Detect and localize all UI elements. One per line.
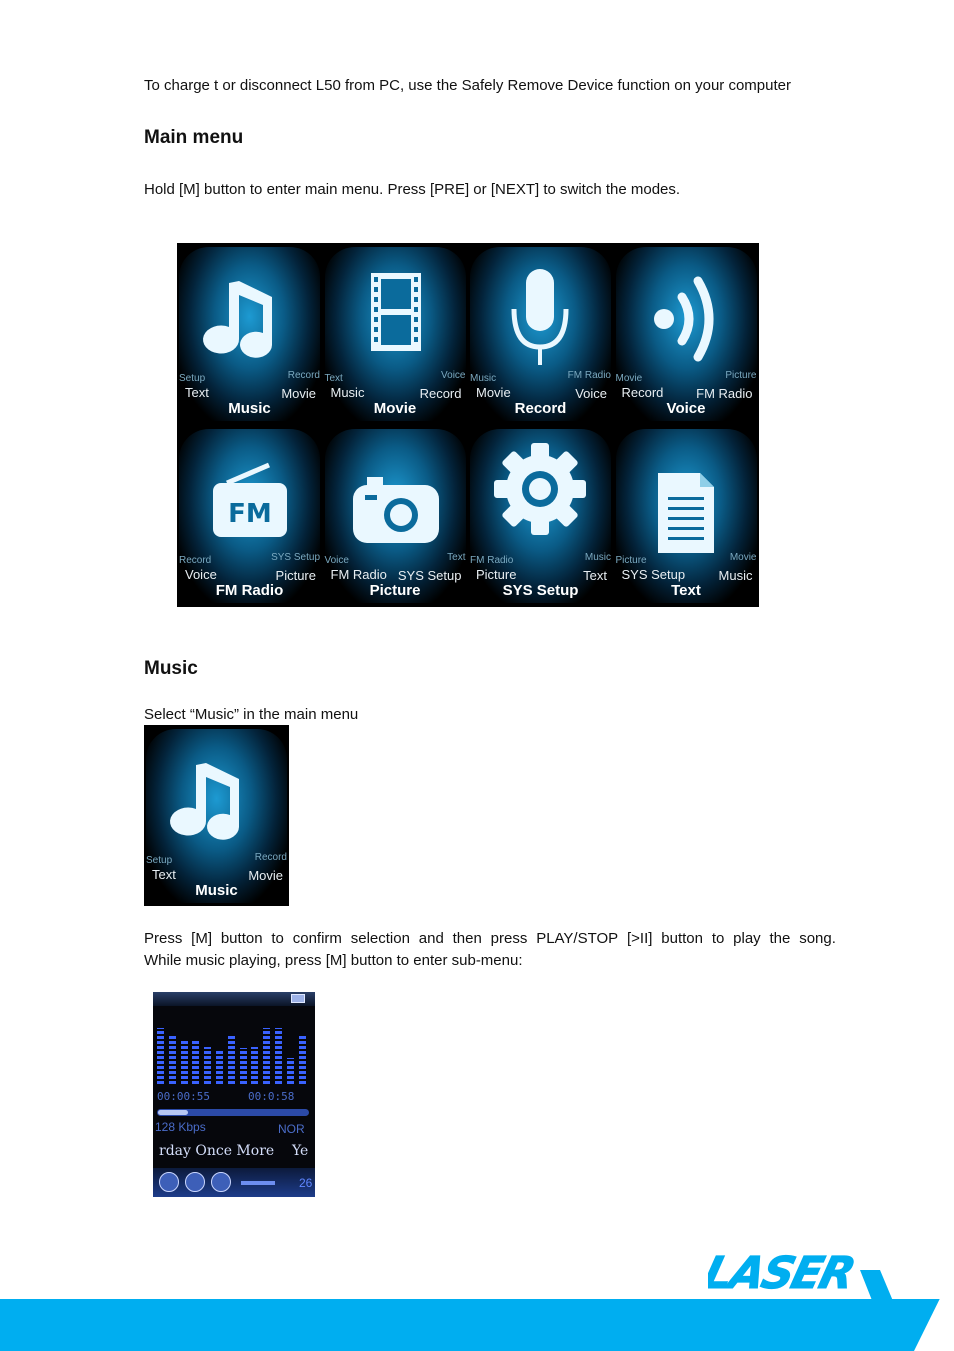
main-menu-screenshot	[177, 243, 759, 607]
prev-label: Text	[152, 867, 176, 882]
prev-label: SYS Setup	[621, 567, 686, 582]
equalizer-bar	[263, 1028, 270, 1084]
prev-small-label: Setup	[179, 373, 206, 384]
next-label: Picture	[275, 568, 316, 583]
prev-small-label: Picture	[615, 555, 647, 566]
music-instruction-line1: Press [M] button to confirm selection and then press PLAY/STOP [>II] button to play the song.	[144, 930, 836, 947]
equalizer-bar	[192, 1041, 199, 1084]
next-label: FM Radio	[696, 386, 753, 401]
equalizer-bar	[228, 1036, 235, 1084]
equalizer-bar	[240, 1048, 247, 1084]
prev-small-label: Voice	[324, 555, 349, 566]
voice-icon	[614, 261, 759, 371]
tile-title: Voice	[666, 400, 706, 417]
prev-label: Text	[185, 385, 209, 400]
menu-tile-music	[177, 243, 322, 424]
music-note-icon	[144, 743, 289, 853]
document-icon	[614, 443, 759, 553]
progress-fill	[158, 1110, 188, 1115]
intro-text: To charge t or disconnect L50 from PC, use the Safely Remove Device function on your computer	[144, 77, 791, 94]
next-label: Text	[583, 568, 607, 583]
radio-icon	[177, 443, 322, 553]
prev-small-label: Setup	[146, 855, 173, 866]
next-small-label: Picture	[725, 370, 757, 381]
next-small-label: Record	[254, 852, 287, 863]
laser-logo	[708, 1244, 878, 1294]
menu-tile-sys-setup	[468, 425, 613, 606]
next-small-label: FM Radio	[567, 370, 611, 381]
player-status-bar	[153, 992, 315, 1006]
prev-label: FM Radio	[330, 567, 387, 582]
player-bottom-bar	[153, 1168, 315, 1197]
battery-icon	[291, 994, 305, 1003]
prev-label: Music	[330, 385, 365, 400]
next-small-label: Movie	[729, 552, 757, 563]
prev-small-label: Record	[179, 555, 212, 566]
music-heading: Music	[144, 658, 198, 679]
song-title: rday Once More	[159, 1143, 275, 1159]
prev-label: Voice	[185, 567, 217, 582]
prev-label: Picture	[476, 567, 517, 582]
music-instruction-line2: While music playing, press [M] button to enter sub-menu:	[144, 952, 523, 969]
equalizer-bar	[216, 1049, 223, 1084]
next-label: Voice	[575, 386, 607, 401]
eq-icon	[211, 1172, 231, 1192]
shuffle-icon	[185, 1172, 205, 1192]
menu-tile-picture	[323, 425, 468, 606]
next-label: Movie	[281, 386, 316, 401]
tile-title: Music	[195, 882, 238, 899]
next-small-label: Music	[584, 552, 611, 563]
next-label: Record	[419, 386, 462, 401]
menu-tile-text	[614, 425, 759, 606]
prev-small-label: FM Radio	[470, 555, 514, 566]
eq-mode: NOR	[278, 1122, 305, 1136]
repeat-icon	[159, 1172, 179, 1192]
menu-tile-record	[468, 243, 613, 424]
main-menu-heading: Main menu	[144, 127, 244, 148]
next-small-label: Voice	[441, 370, 466, 381]
music-note-icon	[177, 261, 322, 371]
prev-label: Movie	[476, 385, 511, 400]
footer-stripe	[0, 1299, 954, 1351]
tile-title: Music	[228, 400, 271, 417]
music-tile-screenshot	[144, 725, 289, 906]
equalizer-bar	[204, 1047, 211, 1084]
footer-corner	[860, 1270, 954, 1351]
next-label: SYS Setup	[397, 568, 462, 583]
next-label: Music	[718, 568, 753, 583]
menu-tile-fm-radio	[177, 425, 322, 606]
tile-title: Record	[514, 400, 567, 417]
tile-title: Text	[671, 582, 701, 599]
music-select-text: Select “Music” in the main menu	[144, 706, 359, 723]
bitrate: 128 Kbps	[155, 1120, 206, 1134]
tile-title: Picture	[369, 582, 421, 599]
total-time: 00:0:58	[248, 1090, 295, 1103]
equalizer-bar	[287, 1058, 294, 1084]
prev-small-label: Movie	[615, 373, 643, 384]
equalizer-bars	[157, 1012, 313, 1084]
song-title-scroll: Ye	[292, 1143, 309, 1159]
gear-icon	[468, 443, 613, 553]
prev-small-label: Text	[324, 373, 343, 384]
next-small-label: Text	[447, 552, 466, 563]
music-player-screenshot	[153, 992, 315, 1197]
equalizer-bar	[299, 1034, 306, 1084]
volume-level: 26	[299, 1176, 313, 1190]
next-small-label: Record	[287, 370, 320, 381]
equalizer-bar	[181, 1041, 188, 1084]
film-icon	[323, 261, 468, 371]
equalizer-bar	[169, 1036, 176, 1084]
equalizer-bar	[157, 1028, 164, 1084]
menu-tile-voice	[614, 243, 759, 424]
next-label: Movie	[248, 868, 283, 883]
tile-title: FM Radio	[215, 582, 284, 599]
tile-title: Movie	[373, 400, 417, 417]
svg-text:LASER: LASER	[708, 1247, 859, 1294]
prev-label: Record	[621, 385, 664, 400]
microphone-icon	[468, 261, 613, 371]
main-menu-instruction: Hold [M] button to enter main menu. Press [PRE] or [NEXT] to switch the modes.	[144, 181, 681, 198]
tile-title: SYS Setup	[502, 582, 579, 599]
next-small-label: SYS Setup	[271, 552, 320, 563]
equalizer-bar	[251, 1047, 258, 1084]
prev-small-label: Music	[470, 373, 497, 384]
volume-bar	[241, 1181, 275, 1185]
menu-tile-movie	[323, 243, 468, 424]
camera-icon	[323, 443, 468, 553]
elapsed-time: 00:00:55	[157, 1090, 210, 1103]
progress-bar	[157, 1109, 309, 1116]
svg-text:FM: FM	[228, 499, 272, 529]
equalizer-bar	[275, 1028, 282, 1084]
